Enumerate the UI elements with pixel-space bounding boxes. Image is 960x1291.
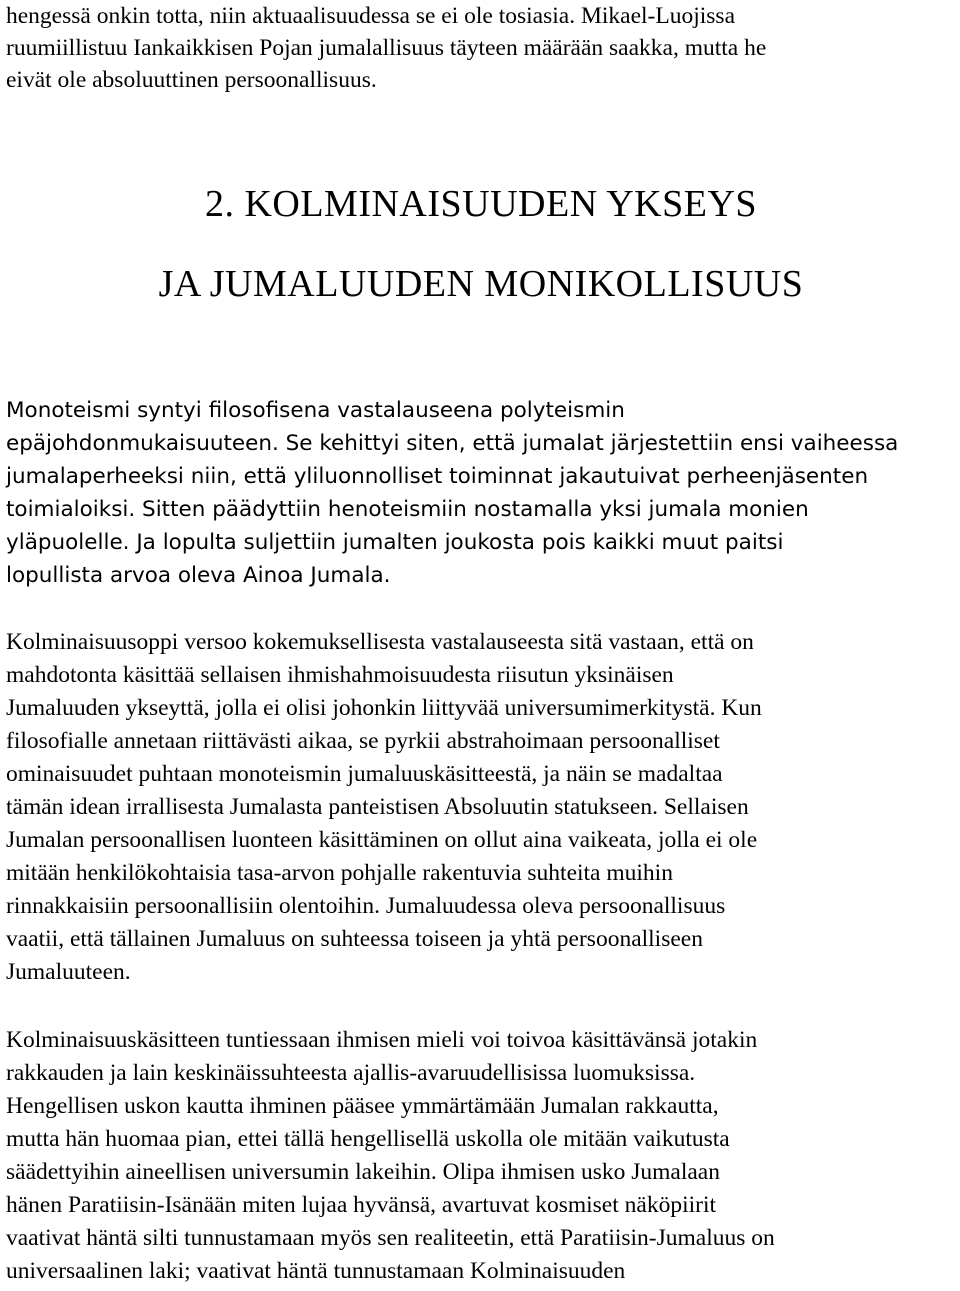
text-line: säädettyihin aineellisen universumin lakeihin. Olipa ihmisen usko Jumalaan: [6, 1159, 720, 1185]
section-heading-line-2: JA JUMALUUDEN MONIKOLLISUUS: [158, 263, 804, 305]
text-line: epäjohdonmukaisuuteen. Se kehittyi siten, että jumalat järjestettiin ensi vaiheessa: [6, 431, 899, 456]
text-line: eivät ole absoluuttinen persoonallisuus.: [6, 67, 377, 93]
text-line: rinnakkaisiin persoonallisiin olentoihin. Jumaluudessa oleva persoonallisuus: [6, 893, 726, 919]
text-line: vaativat häntä silti tunnustamaan myös sen realiteetin, että Paratiisin-Jumaluus on: [6, 1225, 775, 1251]
text-line: tämän idean irrallisesta Jumalasta panteistisen Absoluutin statukseen. Sellaisen: [6, 794, 749, 820]
text-line: Jumaluuden ykseyttä, jolla ei olisi johonkin liittyvää universumimerkitystä. Kun: [6, 695, 762, 721]
text-line: ominaisuudet puhtaan monoteismin jumaluuskäsitteestä, ja näin se madaltaa: [6, 761, 723, 787]
text-line: Kolminaisuusoppi versoo kokemuksellisesta vastalauseesta sitä vastaan, että on: [6, 629, 754, 655]
text-line: yläpuolelle. Ja lopulta suljettiin jumalten joukosta pois kaikki muut paitsi: [6, 530, 784, 555]
text-line: filosofialle annetaan riittävästi aikaa, se pyrkii abstrahoimaan persoonalliset: [6, 728, 720, 754]
section-heading-line-1: 2. KOLMINAISUUDEN YKSEYS: [204, 183, 758, 225]
text-line: universaalinen laki; vaativat häntä tunnustamaan Kolminaisuuden: [6, 1258, 626, 1284]
text-line: mahdotonta käsittää sellaisen ihmishahmoisuudesta riisutun yksinäisen: [6, 662, 674, 688]
text-line: Hengellisen uskon kautta ihminen pääsee ymmärtämään Jumalan rakkautta,: [6, 1093, 719, 1119]
text-line: mutta hän huomaa pian, ettei tällä hengellisellä uskolla ole mitään vaikutusta: [6, 1126, 730, 1152]
paragraph-monoteismi: [6, 394, 956, 592]
paragraph-kolminaisuusoppi: [6, 626, 956, 989]
text-line: vaatii, että tällainen Jumaluus on suhteessa toiseen ja yhtä persoonalliseen: [6, 926, 703, 952]
text-line: lopullista arvoa oleva Ainoa Jumala.: [6, 563, 391, 588]
text-line: rakkauden ja lain keskinäissuhteesta ajallis-avaruudellisissa luomuksissa.: [6, 1060, 696, 1086]
text-line: hänen Paratiisin-Isänään miten lujaa hyvänsä, avartuvat kosmiset näköpiirit: [6, 1192, 717, 1218]
text-line: Monoteismi syntyi filosofisena vastalauseena polyteismin: [6, 398, 625, 423]
text-line: Jumalan persoonallisen luonteen käsittäminen on ollut aina vaikeata, jolla ei ole: [6, 827, 758, 853]
text-line: toimialoiksi. Sitten päädyttiin henoteismiin nostamalla yksi jumala monien: [6, 497, 809, 522]
text-line: mitään henkilökohtaisia tasa-arvon pohjalle rakentuvia suhteita muihin: [6, 860, 673, 886]
intro-paragraph: [6, 0, 956, 96]
text-line: jumalaperheeksi niin, että yliluonnolliset toiminnat jakautuivat perheenjäsenten: [6, 464, 869, 489]
text-line: Jumaluuteen.: [6, 959, 131, 985]
text-line: hengessä onkin totta, niin aktuaalisuudessa se ei ole tosiasia. Mikael-Luojissa: [6, 3, 735, 29]
paragraph-kolminaisuuskasitteen: [6, 1024, 956, 1288]
text-line: Kolminaisuuskäsitteen tuntiessaan ihmisen mieli voi toivoa käsittävänsä jotakin: [6, 1027, 758, 1053]
text-line: ruumiillistuu Iankaikkisen Pojan jumalallisuus täyteen määrään saakka, mutta he: [6, 35, 767, 61]
